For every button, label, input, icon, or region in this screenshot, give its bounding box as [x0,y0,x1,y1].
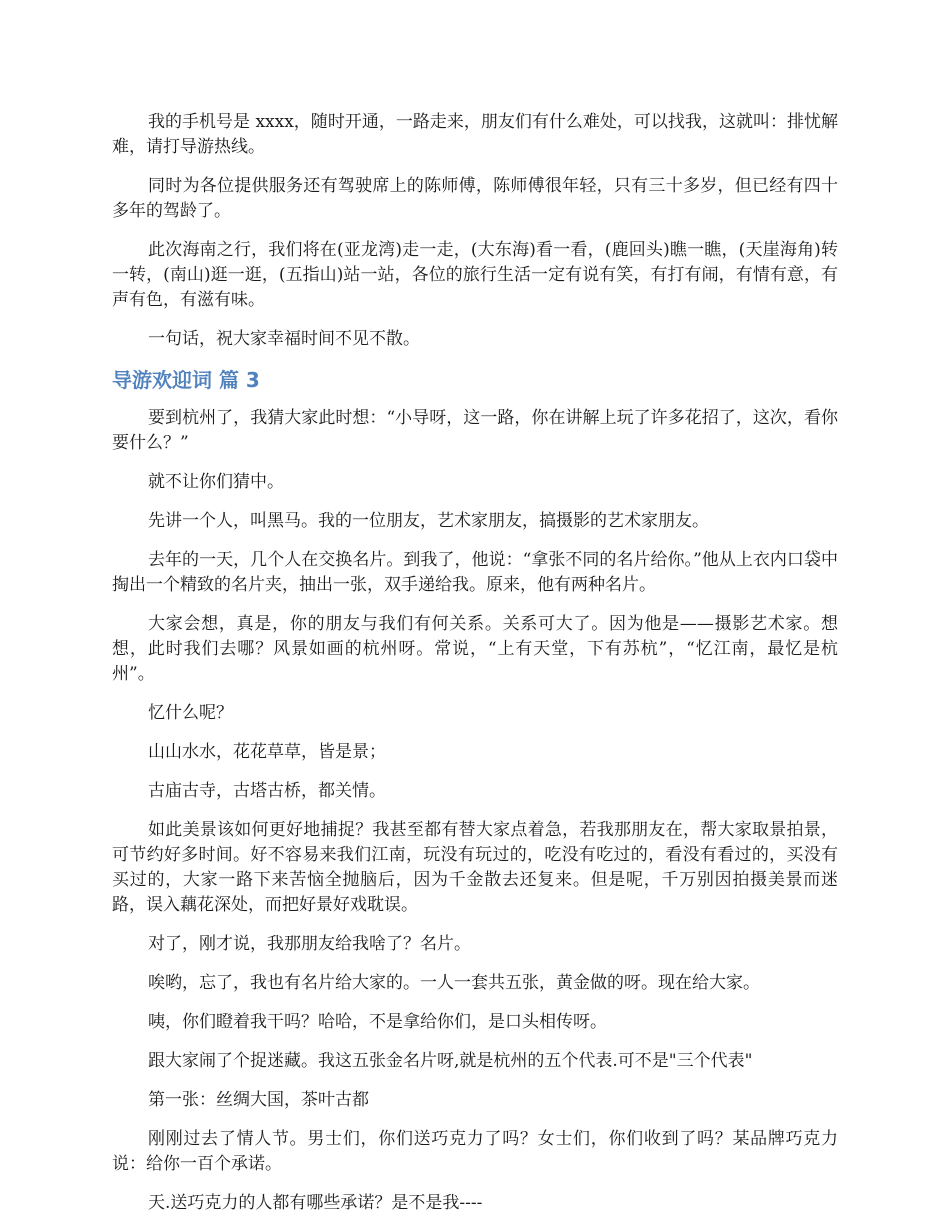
paragraph: 天.送巧克力的人都有哪些承诺？是不是我---- [148,1193,483,1213]
paragraph: 大家会想，真是，你的朋友与我们有何关系。关系可大了。因为他是——摄影艺术家。想想，此时我们去哪？风景如画的杭州呀。常说，“上有天堂，下有苏杭”，“忆江南，最忆是杭州”。 [112,614,838,684]
section-body [112,406,838,1216]
paragraph: 古庙古寺，古塔古桥，都关情。 [148,781,386,801]
paragraph: 跟大家闹了个捉迷藏。我这五张金名片呀,就是杭州的五个代表.可不是"三个代表" [148,1051,753,1071]
paragraph: 第一张：丝绸大国，茶叶古都 [148,1090,369,1110]
paragraph: 先讲一个人，叫黑马。我的一位朋友，艺术家朋友，搞摄影的艺术家朋友。 [148,511,709,531]
paragraph: 要到杭州了，我猜大家此时想：“小导呀，这一路，你在讲解上玩了许多花招了，这次，看你要什么？” [112,408,838,453]
paragraph: 一句话，祝大家幸福时间不见不散。 [148,329,420,349]
section-intro [112,110,838,352]
paragraph: 去年的一天，几个人在交换名片。到我了，他说：“拿张不同的名片给你。”他从上衣内口袋中掏出一个精致的名片夹，抽出一张，双手递给我。原来，他有两种名片。 [112,550,838,595]
paragraph: 如此美景该如何更好地捕捉？我甚至都有替大家点着急，若我那朋友在，帮大家取景拍景，可节约好多时间。好不容易来我们江南，玩没有玩过的，吃没有吃过的，看没有看过的，买没有买过的，大家一路下来苦恼全抛脑后，因为千金散去还复来。但是呢，千万别因拍摄美景而迷路，误入藕花深处，而把好景好戏耽误。 [112,820,838,915]
paragraph: 我的手机号是 xxxx，随时开通，一路走来，朋友们有什么难处，可以找我，这就叫：排忧解难，请打导游热线。 [112,112,838,157]
paragraph: 就不让你们猜中。 [148,472,284,492]
paragraph: 山山水水，花花草草，皆是景； [148,742,386,762]
paragraph: 忆什么呢？ [148,703,233,723]
paragraph: 对了，刚才说，我那朋友给我啥了？名片。 [148,934,471,954]
paragraph: 同时为各位提供服务还有驾驶席上的陈师傅，陈师傅很年轻，只有三十多岁，但已经有四十多年的驾龄了。 [112,176,838,221]
paragraph: 此次海南之行，我们将在(亚龙湾)走一走，(大东海)看一看，(鹿回头)瞧一瞧，(天崖海角)转一转，(南山)逛一逛，(五指山)站一站，各位的旅行生活一定有说有笑，有打有闹，有情有意，有声有色，有滋有味。 [112,240,838,310]
paragraph: 刚刚过去了情人节。男士们，你们送巧克力了吗？女士们，你们收到了吗？某品牌巧克力说：给你一百个承诺。 [112,1129,838,1174]
paragraph: 唉哟，忘了，我也有名片给大家的。一人一套共五张，黄金做的呀。现在给大家。 [148,973,760,993]
section-heading: 导游欢迎词 篇 3 [112,368,260,392]
paragraph: 咦，你们瞪着我干吗？哈哈，不是拿给你们，是口头相传呀。 [148,1012,607,1032]
